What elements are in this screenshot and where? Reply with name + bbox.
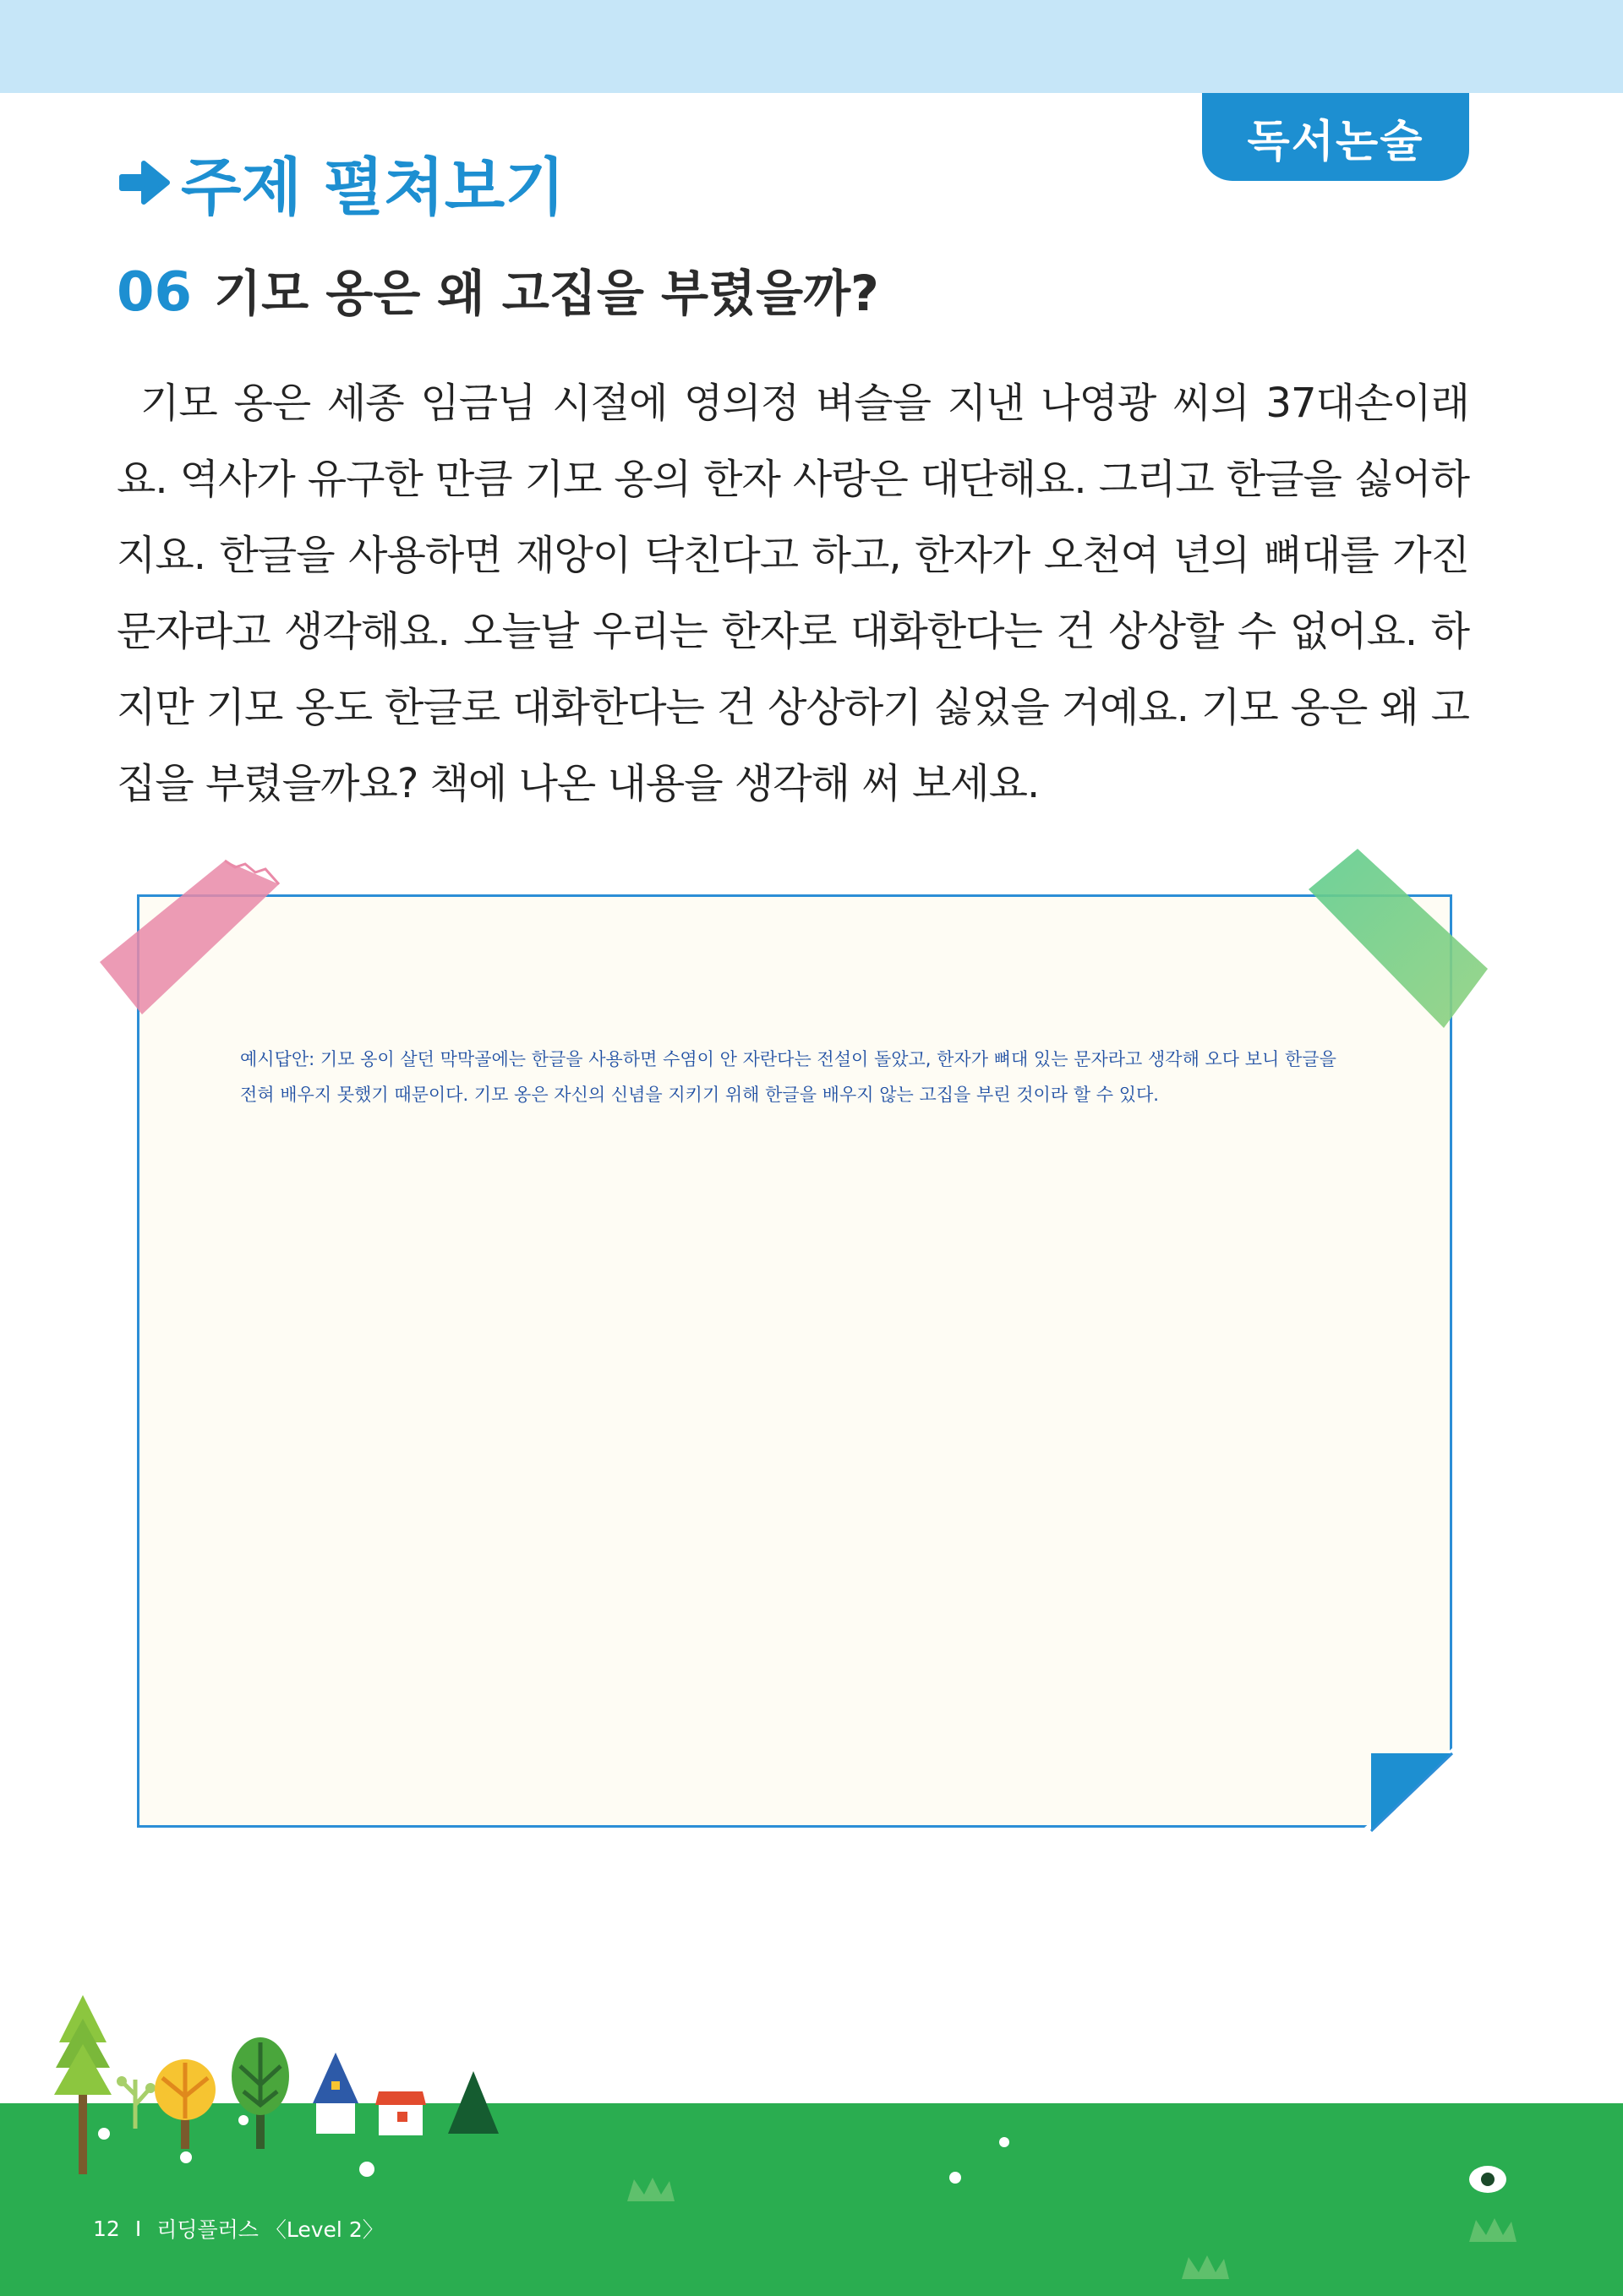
book-title: 리딩플러스 〈Level 2〉 xyxy=(156,2217,384,2242)
page-number: 12 xyxy=(93,2216,120,2241)
footer-separator: I xyxy=(134,2216,142,2241)
green-tape xyxy=(1302,842,1496,1036)
house-icon xyxy=(313,2053,358,2134)
question-title: 기모 옹은 왜 고집을 부렸을까? xyxy=(214,265,879,322)
landscape-illustration xyxy=(0,1978,1623,2296)
top-band xyxy=(0,0,1623,93)
section-title-text: 주제 펼쳐보기 xyxy=(181,151,566,224)
section-title xyxy=(117,140,566,225)
answer-note-card xyxy=(137,894,1452,1828)
pink-tape xyxy=(91,854,286,1023)
question-number: 06 xyxy=(117,261,193,324)
arrow-right-icon xyxy=(117,155,172,210)
question-heading xyxy=(117,254,879,325)
category-tag: 독서논술 xyxy=(1202,93,1469,181)
example-answer: 예시답안: 기모 옹이 살던 막막골에는 한글을 사용하면 수염이 안 자란다는 전설이 돌았고, 한자가 뼈대 있는 문자라고 생각해 오다 보니 한글을 전혀 배우지 못했기 때문이다. 기모 옹은 자신의 신념을 지키기 위해 한글을 배우지 않는 고집을 부린 것이라 할 수 있다. xyxy=(240,1049,1336,1105)
page-curl-corner xyxy=(1363,1748,1457,1833)
body-paragraph: 기모 옹은 세종 임금님 시절에 영의정 벼슬을 지낸 나영광 씨의 37대손이래요. 역사가 유구한 만큼 기모 옹의 한자 사랑은 대단해요. 그리고 한글을 싫어하지요. 한글을 사용하면 재앙이 닥친다고 하고, 한자가 오천여 년의 뼈대를 가진 문자라고 생각해요. 오늘날 우리는 한자로 대화한다는 건 상상할 수 없어요. 하지만 기모 옹도 한글로 대화한다는 건 상상하기 싫었을 거예요. 기모 옹은 왜 고집을 부렸을까요? 책에 나온 내용을 생각해 써 보세요. xyxy=(117,380,1469,807)
page-footer xyxy=(93,2213,384,2244)
